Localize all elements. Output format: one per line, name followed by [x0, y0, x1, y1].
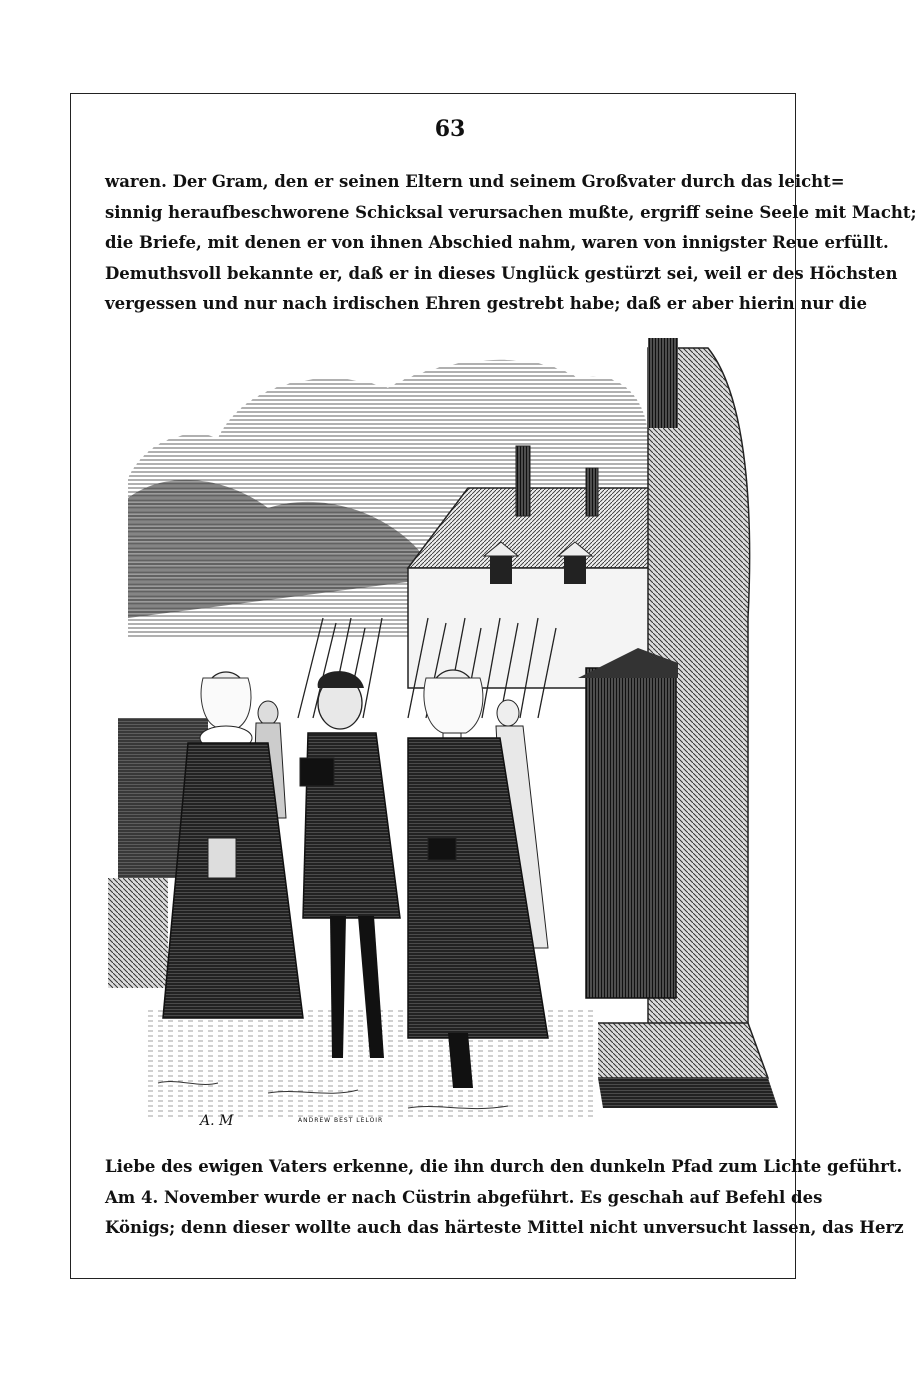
engraving-illustration	[108, 318, 783, 1143]
text-line: Demuthsvoll bekannte er, daß er in dieses Unglück gestürzt sei, weil er des Höchsten	[105, 263, 898, 283]
text-block-bottom	[105, 1152, 904, 1244]
figure-center-young-man	[300, 671, 400, 1058]
text-line: sinnig heraufbeschworene Schicksal verursachen mußte, ergriff seine Seele mit Macht;	[105, 202, 917, 222]
text-line: die Briefe, mit denen er von ihnen Abschied nahm, waren von innigster Reue erfüllt.	[105, 233, 889, 252]
text-line: vergessen und nur nach irdischen Ehren gestrebt habe; daß er aber hierin nur die	[105, 294, 868, 313]
engraver-signature-right: ANDREW BEST LELOIR	[298, 1117, 384, 1124]
page-number: 63	[434, 116, 466, 142]
text-line: waren. Der Gram, den er seinen Eltern und seinem Großvater durch das leicht=	[105, 172, 845, 191]
fence-left	[108, 878, 168, 988]
text-block-top	[105, 167, 917, 320]
engraver-signature-left: A. M	[200, 1113, 234, 1129]
stone-steps	[588, 1023, 778, 1108]
text-line: Am 4. November wurde er nach Cüstrin abgeführt. Es geschah auf Befehl des	[105, 1187, 823, 1207]
text-line: Königs; denn dieser wollte auch das härteste Mittel nicht unversucht lassen, das Herz	[105, 1218, 904, 1237]
text-line: Liebe des ewigen Vaters erkenne, die ihn durch den dunkeln Pfad zum Lichte geführt.	[105, 1157, 903, 1176]
